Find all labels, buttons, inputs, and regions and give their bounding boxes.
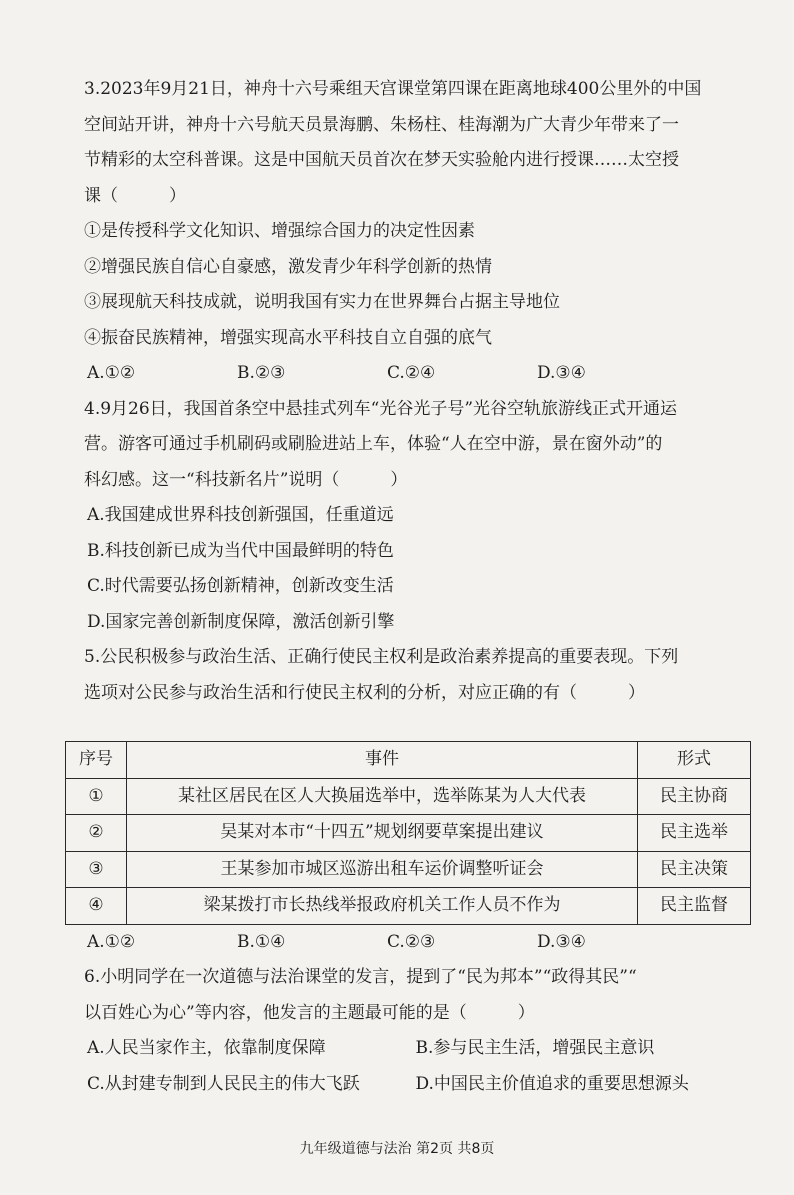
table-header-row — [66, 742, 751, 779]
question-3-item: ④振奋民族精神，增强实现高水平科技自立自强的底气 — [84, 327, 492, 348]
choice-a: A.人民当家作主，依靠制度保障 — [87, 1038, 326, 1058]
table-row — [66, 851, 751, 888]
table-cell: ③ — [66, 851, 127, 888]
choice-a: A.我国建成世界科技创新强国，任重道远 — [87, 505, 394, 525]
question-3-item: ②增强民族自信心自豪感，激发青少年科学创新的热情 — [84, 256, 492, 277]
table-cell: 吴某对本市“十四五”规划纲要草案提出建议 — [127, 815, 638, 852]
question-5-stem-line: 5.公民积极参与政治生活、正确行使民主权利是政治素养提高的重要表现。下列 — [84, 647, 679, 667]
question-3-item: ③展现航天科技成就，说明我国有实力在世界舞台占据主导地位 — [84, 292, 560, 312]
choice-b: B.②③ — [237, 363, 286, 383]
table-cell: ② — [66, 815, 127, 852]
choice-a: A.①② — [87, 363, 136, 383]
question-6 — [84, 960, 744, 1102]
choice-d: D.中国民主价值追求的重要思想源头 — [415, 1073, 689, 1094]
table-row — [66, 778, 751, 815]
question-4-stem-line: 营。游客可通过手机刷码或刷脸进站上车，体验“人在空中游，景在窗外动”的 — [84, 434, 663, 454]
question-4 — [84, 392, 744, 641]
question-5-table — [65, 741, 751, 925]
question-5-stem-line: 选项对公民参与政治生活和行使民主权利的分析，对应正确的有（ ） — [84, 682, 645, 703]
table-cell: ① — [66, 778, 127, 815]
table-row — [66, 888, 751, 925]
question-5-choices — [84, 925, 744, 961]
table-cell: 民主选举 — [638, 815, 751, 852]
question-6-choices-row — [84, 1031, 744, 1067]
question-4-stem-line: 科幻感。这一“科技新名片”说明（ ） — [84, 469, 408, 490]
choice-c: C.②③ — [387, 931, 436, 952]
choice-c: C.从封建专制到人民民主的伟大飞跃 — [87, 1073, 360, 1094]
table-cell: 王某参加市城区巡游出租车运价调整听证会 — [127, 851, 638, 888]
question-3-stem-line: 3.2023年9月21日，神舟十六号乘组天宫课堂第四课在距离地球400公里外的中国 — [84, 79, 702, 99]
choice-d: D.③④ — [537, 931, 586, 952]
question-6-stem-line: 以百姓心为心”等内容，他发言的主题最可能的是（ ） — [84, 1002, 535, 1023]
question-4-stem-line: 4.9月26日，我国首条空中悬挂式列车“光谷光子号”光谷空轨旅游线正式开通运 — [84, 398, 678, 419]
page-footer: 九年级道德与法治 第2页 共8页 — [299, 1141, 495, 1157]
table-cell: 民主监督 — [638, 888, 751, 925]
question-3-stem-line: 空间站开讲，神舟十六号航天员景海鹏、朱杨柱、桂海潮为广大青少年带来了一 — [84, 114, 679, 135]
header-form: 形式 — [638, 742, 751, 779]
choice-b: B.①④ — [237, 931, 286, 952]
choice-d: D.国家完善创新制度保障，激活创新引擎 — [87, 611, 395, 632]
question-3-choices — [84, 356, 744, 392]
question-3 — [84, 72, 744, 392]
question-6-choices-row — [84, 1067, 744, 1103]
header-event: 事件 — [127, 742, 638, 779]
question-3-stem-line: 课（ ） — [84, 185, 186, 206]
question-3-stem-line: 节精彩的太空科普课。这是中国航天员首次在梦天实验舱内进行授课……太空授 — [84, 150, 679, 170]
table-cell: 民主决策 — [638, 851, 751, 888]
choice-b: B.科技创新已成为当代中国最鲜明的特色 — [87, 540, 394, 561]
question-3-item: ①是传授科学文化知识、增强综合国力的决定性因素 — [84, 221, 475, 241]
choice-b: B.参与民主生活，增强民主意识 — [415, 1038, 655, 1058]
choice-a: A.①② — [87, 931, 136, 952]
choice-d: D.③④ — [537, 363, 586, 383]
question-5 — [79, 640, 744, 960]
question-6-stem-line: 6.小明同学在一次道德与法治课堂的发言，提到了“民为邦本”“政得其民”“ — [84, 967, 637, 987]
table-row — [66, 815, 751, 852]
choice-c: C.②④ — [387, 363, 436, 383]
choice-c: C.时代需要弘扬创新精神，创新改变生活 — [87, 576, 394, 596]
table-cell: 梁某拨打市长热线举报政府机关工作人员不作为 — [127, 888, 638, 925]
header-index: 序号 — [66, 742, 127, 779]
table-cell: ④ — [66, 888, 127, 925]
table-cell: 民主协商 — [638, 778, 751, 815]
exam-page-content — [79, 72, 744, 1102]
table-cell: 某社区居民在区人大换届选举中，选举陈某为人大代表 — [127, 778, 638, 815]
